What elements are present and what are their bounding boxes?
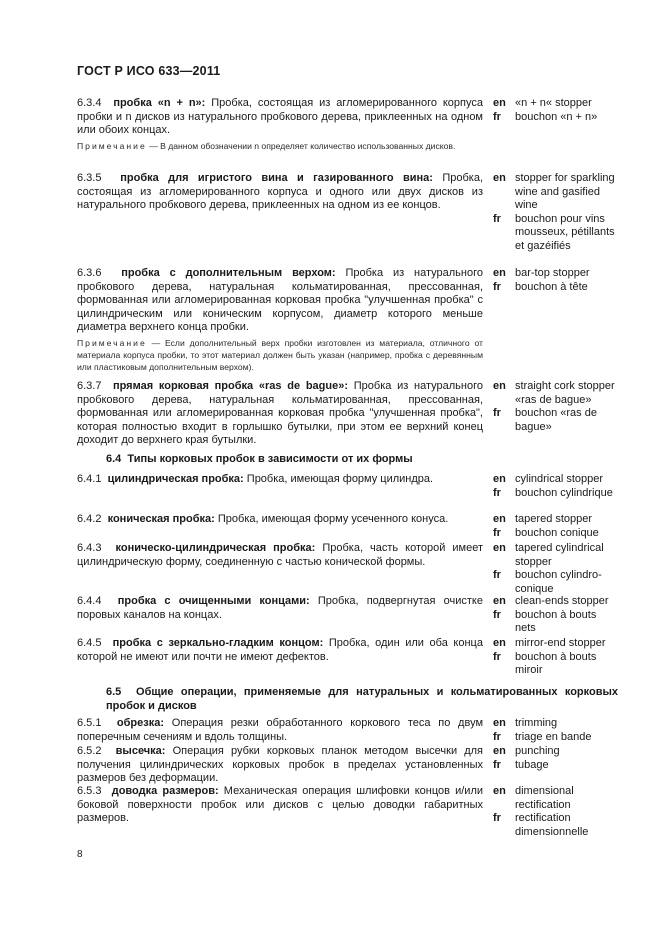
fr-term: bouchon conique — [515, 526, 599, 539]
term: коническо-цилиндрическая пробка: — [115, 542, 316, 554]
definition: Пробка, состоящая из агломерированного корпуса и одного или двух дисков из натурального пробкового дерева, приклеенных на одном из ее концов. — [77, 172, 483, 212]
definition: Пробка, один или оба конца которой не имеют или почти не имеют дефектов. — [77, 637, 483, 663]
fr-term: bouchon «ras de bague» — [515, 407, 597, 433]
fr-term: tubage — [515, 758, 549, 771]
en-term: tapered stopper — [515, 513, 593, 525]
en-term: tapered cylindrical stopper — [515, 542, 604, 568]
term: прямая корковая пробка «ras de bague»: — [112, 380, 348, 392]
translations: en mirror-end stopper fr bouchon à bouts miroir — [493, 637, 617, 678]
en-term: «n + n« stopper — [515, 97, 592, 109]
term: цилиндрическая пробка: — [107, 473, 244, 485]
definition: Операция рубки корковых планок методом высечки для получения цилиндрических корковых пробок в пределах установленных размеров без деформации. — [77, 745, 483, 785]
note: Примечание — Если дополнительный верх пробки изготовлен из материала, отличного от материала корпуса пробки, то этот материал должен быть указан (например, пробка с деревянным или пластиковым дополнительным верхом). — [77, 338, 483, 372]
term: пробка с зеркально-гладким концом: — [112, 637, 324, 649]
en-term: straight cork stopper «ras de bague» — [515, 380, 615, 406]
term: доводка размеров: — [111, 785, 219, 797]
en-term: cylindrical stopper — [515, 473, 604, 485]
fr-term: bouchon pour vins mousseux, pétillants et gazéifiés — [515, 212, 615, 252]
fr-term: bouchon à bouts nets — [515, 608, 597, 635]
fr-term: bouchon «n + n» — [515, 110, 598, 123]
term: коническая пробка: — [107, 513, 215, 525]
translations: en cylindrical stopper fr bouchon cylindrique — [493, 473, 617, 500]
fr-term: triage en bande — [515, 730, 592, 743]
fr-term: rectification dimensionnelle — [515, 812, 589, 838]
definition: Пробка из натурального пробкового дерева, натуральная кольматированная, прессованная, формованная или агломерированная корковая пробка "улучшенная пробка" с цилиндрическим или коническим корпусом, диаметр которого меньше диаметра верхнего конца пробки. — [77, 267, 483, 334]
translations: en tapered stopper fr bouchon conique — [493, 513, 617, 540]
definition: Пробка, имеющая форму цилиндра. — [246, 473, 434, 485]
section-heading: 6.4 Типы корковых пробок в зависимости от их формы — [106, 453, 413, 465]
en-term: bar-top stopper — [515, 267, 590, 279]
term: пробка с очищенными концами: — [117, 595, 310, 607]
definition: Операция резки обработанного коркового теса по двум поперечным сечениям и вдоль толщины. — [77, 717, 484, 743]
en-term: mirror-end stopper — [515, 637, 606, 649]
translations: en clean-ends stopper fr bouchon à bouts nets — [493, 595, 617, 636]
translations: en stopper for sparkling wine and gasified wine fr bouchon pour vins mousseux, pétillants et gazéifiés — [493, 172, 617, 254]
term: обрезка: — [116, 717, 165, 729]
definition: Пробка, имеющая форму усеченного конуса. — [217, 513, 449, 525]
translations: en dimensional rectification fr rectification dimensionnelle — [493, 785, 617, 839]
translations: en «n + n« stopper fr bouchon «n + n» — [493, 97, 617, 124]
translations: en trimming fr triage en bande — [493, 717, 617, 744]
translations: en tapered cylindrical stopper fr bouchon cylindro-conique — [493, 542, 617, 596]
definition: Пробка, подвергнутая очистке поровых каналов на концах. — [77, 595, 483, 621]
definition: Пробка, часть которой имеет цилиндрическую форму, соединенную с частью конической формы. — [77, 542, 484, 568]
en-term: stopper for sparkling wine and gasified wine — [515, 172, 615, 212]
term: пробка для игристого вина и газированного вина: — [120, 172, 433, 184]
translations: en punching fr tubage — [493, 745, 617, 772]
fr-term: bouchon cylindro-conique — [515, 569, 602, 595]
en-term: clean-ends stopper — [515, 595, 609, 607]
term: высечка: — [115, 745, 166, 757]
en-term: trimming — [515, 717, 558, 729]
section-heading: 6.5 Общие операции, применяемые для натуральных и кольматированных корковых пробок и дисков — [106, 686, 618, 712]
note: Примечание — В данном обозначении n определяет количество использованных дисков. — [77, 141, 456, 151]
fr-term: bouchon à bouts miroir — [515, 650, 597, 677]
term: пробка с дополнительным верхом: — [121, 267, 336, 279]
fr-term: bouchon à tête — [515, 280, 588, 293]
page-number: 8 — [77, 849, 83, 860]
en-term: dimensional rectification — [515, 785, 574, 811]
definition: Пробка, состоящая из агломерированного корпуса пробки и n дисков из натурального пробкового дерева, приклеенных на одном или обоих концах. — [77, 97, 483, 137]
term: пробка «n + n»: — [113, 97, 206, 109]
fr-term: bouchon cylindrique — [515, 486, 613, 499]
definition: Механическая операция шлифовки концов и/или боковой поверхности пробок или дисков с целью доводки габаритных размеров. — [77, 785, 484, 825]
translations: en bar-top stopper fr bouchon à tête — [493, 267, 617, 294]
en-term: punching — [515, 745, 560, 757]
definition: Пробка из натурального пробкового дерева, натуральная кольматированная, прессованная, формованная или агломерированная корковая пробка "улучшенная пробка", которая полностью входит в горлышко бутылки, при этом ее верхний конец доходит до верхнего края бутылки. — [77, 380, 483, 447]
translations: en straight cork stopper «ras de bague» fr bouchon «ras de bague» — [493, 380, 617, 434]
document-header: ГОСТ Р ИСО 633—2011 — [77, 64, 221, 78]
